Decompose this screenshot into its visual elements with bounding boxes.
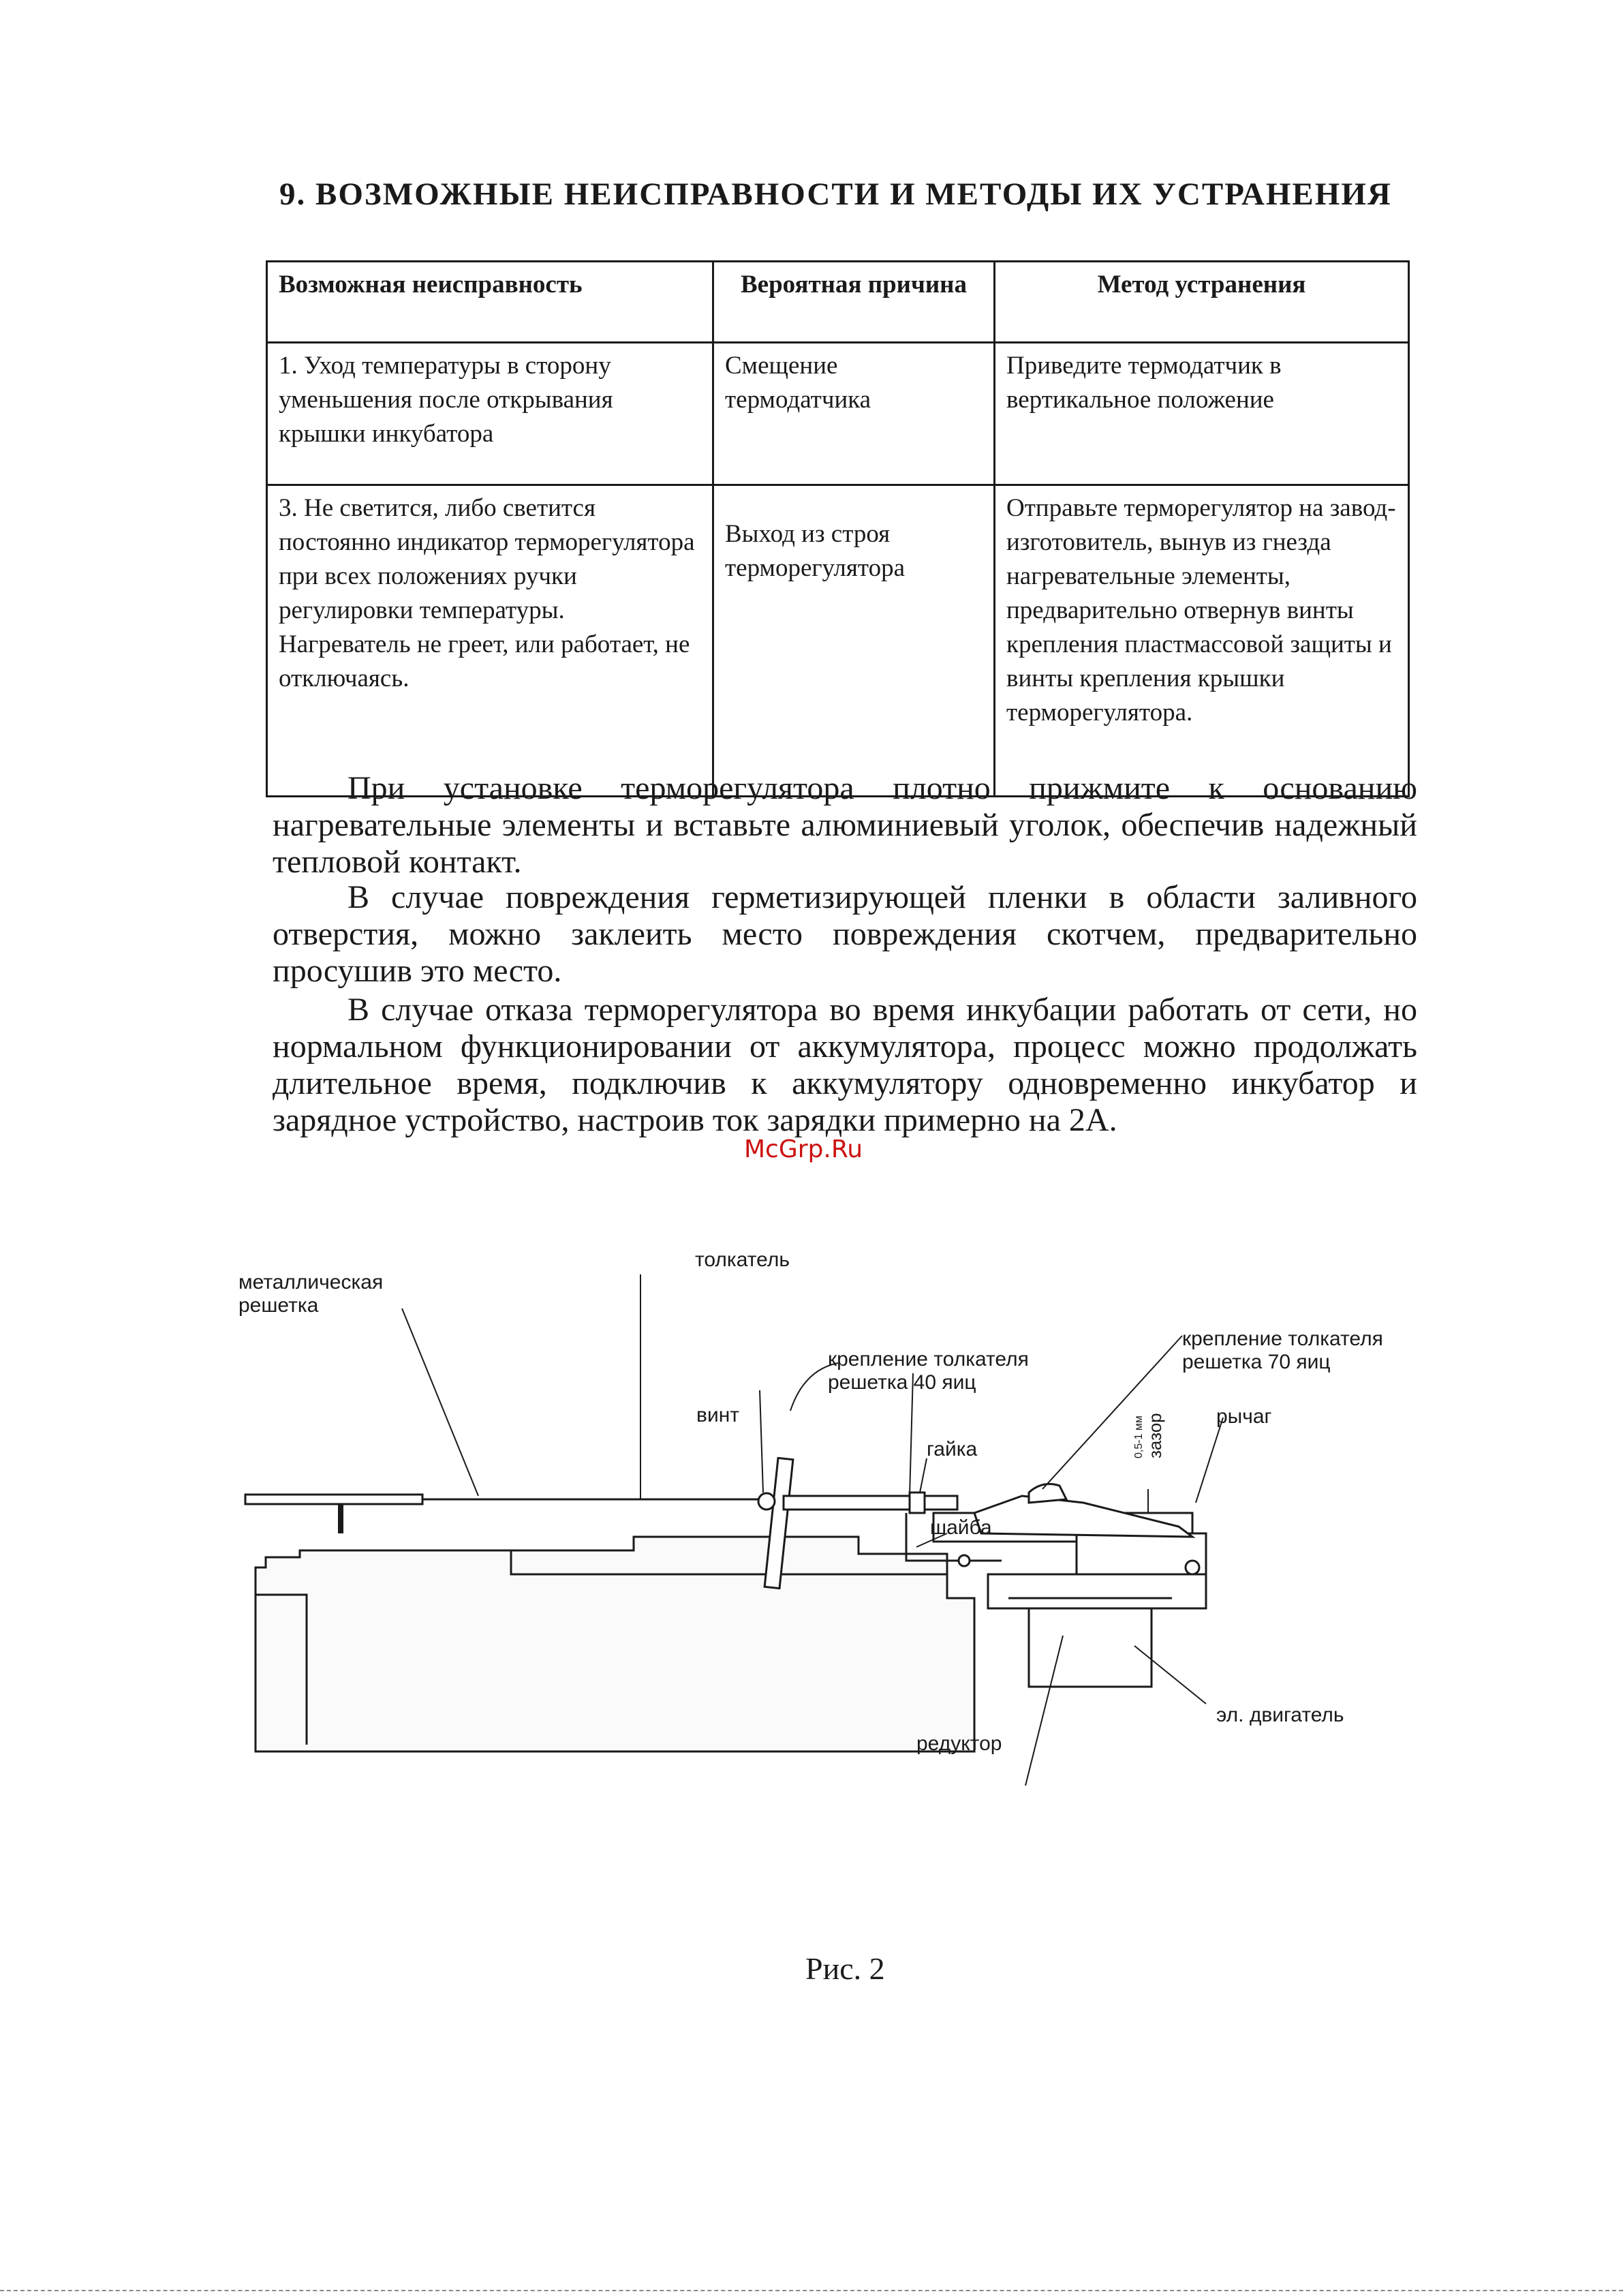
motor-body [1029, 1608, 1151, 1687]
bottom-border [0, 2290, 1623, 2291]
nut [910, 1493, 925, 1513]
fault-cell: 1. Уход температуры в сторону уменьшения после открывания крышки инкубатора [267, 343, 713, 485]
faults-table [266, 260, 1410, 797]
watermark: McGrp.Ru [744, 1135, 863, 1163]
header-cause: Вероятная причина [713, 262, 995, 343]
section-heading: 9. ВОЗМОЖНЫЕ НЕИСПРАВНОСТИ И МЕТОДЫ ИХ УСТРАНЕНИЯ [279, 177, 1392, 212]
header-fault: Возможная неисправность [267, 262, 713, 343]
base-body [256, 1537, 974, 1751]
leader-nut [920, 1458, 927, 1493]
label-lever: рычаг [1216, 1405, 1272, 1428]
paragraph-installation: При установке терморегулятора плотно прижмите к основанию нагревательные элементы и вставьте алюминиевый уголок, обеспечив надежный тепловой контакт. [273, 770, 1417, 880]
reducer-body [988, 1574, 1206, 1608]
grid-rod [245, 1495, 422, 1504]
fastener [1186, 1561, 1199, 1574]
method-cell: Отправьте терморегулятор на завод-изготовитель, вынув из гнезда нагревательные элементы, предварительно отвернув винты крепления пластмассовой защиты и винты крепления крышки терморегулятора. [995, 485, 1409, 797]
label-washer: шайба [930, 1516, 992, 1539]
label-mount-40: крепление толкателя решетка 40 яиц [828, 1348, 1029, 1394]
label-gap: зазор [1145, 1413, 1165, 1458]
fastener [959, 1555, 970, 1566]
label-screw: винт [696, 1404, 740, 1426]
label-motor: эл. двигатель [1216, 1704, 1344, 1726]
label-pusher: толкатель [695, 1249, 790, 1271]
mechanism-diagram [225, 1227, 1424, 1786]
leader-grid [402, 1308, 478, 1496]
table-header-row [267, 262, 1409, 343]
screw [758, 1493, 775, 1510]
paragraph-battery: В случае отказа терморегулятора во время инкубации работать от сети, но нормальном функционировании от аккумулятора, процесс можно продолжать длительное время, подключив к аккумулятору одновременно инкубатор и зарядное устройство, настроив ток зарядки примерно на 2А. [273, 992, 1417, 1138]
paragraph-film-damage: В случае повреждения герметизирующей пленки в области заливного отверстия, можно заклеить место повреждения скотчем, предварительно просушив это место. [273, 879, 1417, 989]
cause-cell: Выход из строя терморегулятора [713, 485, 995, 797]
method-cell: Приведите термодатчик в вертикальное положение [995, 343, 1409, 485]
leader-lever [1196, 1418, 1223, 1503]
label-gap-size: 0,5-1 мм [1133, 1415, 1145, 1458]
label-reducer: редуктор [916, 1732, 1002, 1755]
pusher-tube [784, 1496, 957, 1510]
figure-caption: Рис. 2 [805, 1951, 885, 1986]
table-row [267, 485, 1409, 797]
header-method: Метод устранения [995, 262, 1409, 343]
label-nut: гайка [927, 1438, 978, 1460]
leader-screw [760, 1390, 763, 1493]
fault-cell: 3. Не светится, либо светится постоянно индикатор терморегулятора при всех положениях ручки регулировки температуры. Нагреватель не греет, или работает, не отключаясь. [267, 485, 713, 797]
cause-cell: Смещение термодатчика [713, 343, 995, 485]
lever-cam [1029, 1484, 1066, 1503]
label-mount-70: крепление толкателя решетка 70 яиц [1182, 1328, 1383, 1373]
label-grid: металлическая решетка [238, 1271, 384, 1317]
table-row [267, 343, 1409, 485]
